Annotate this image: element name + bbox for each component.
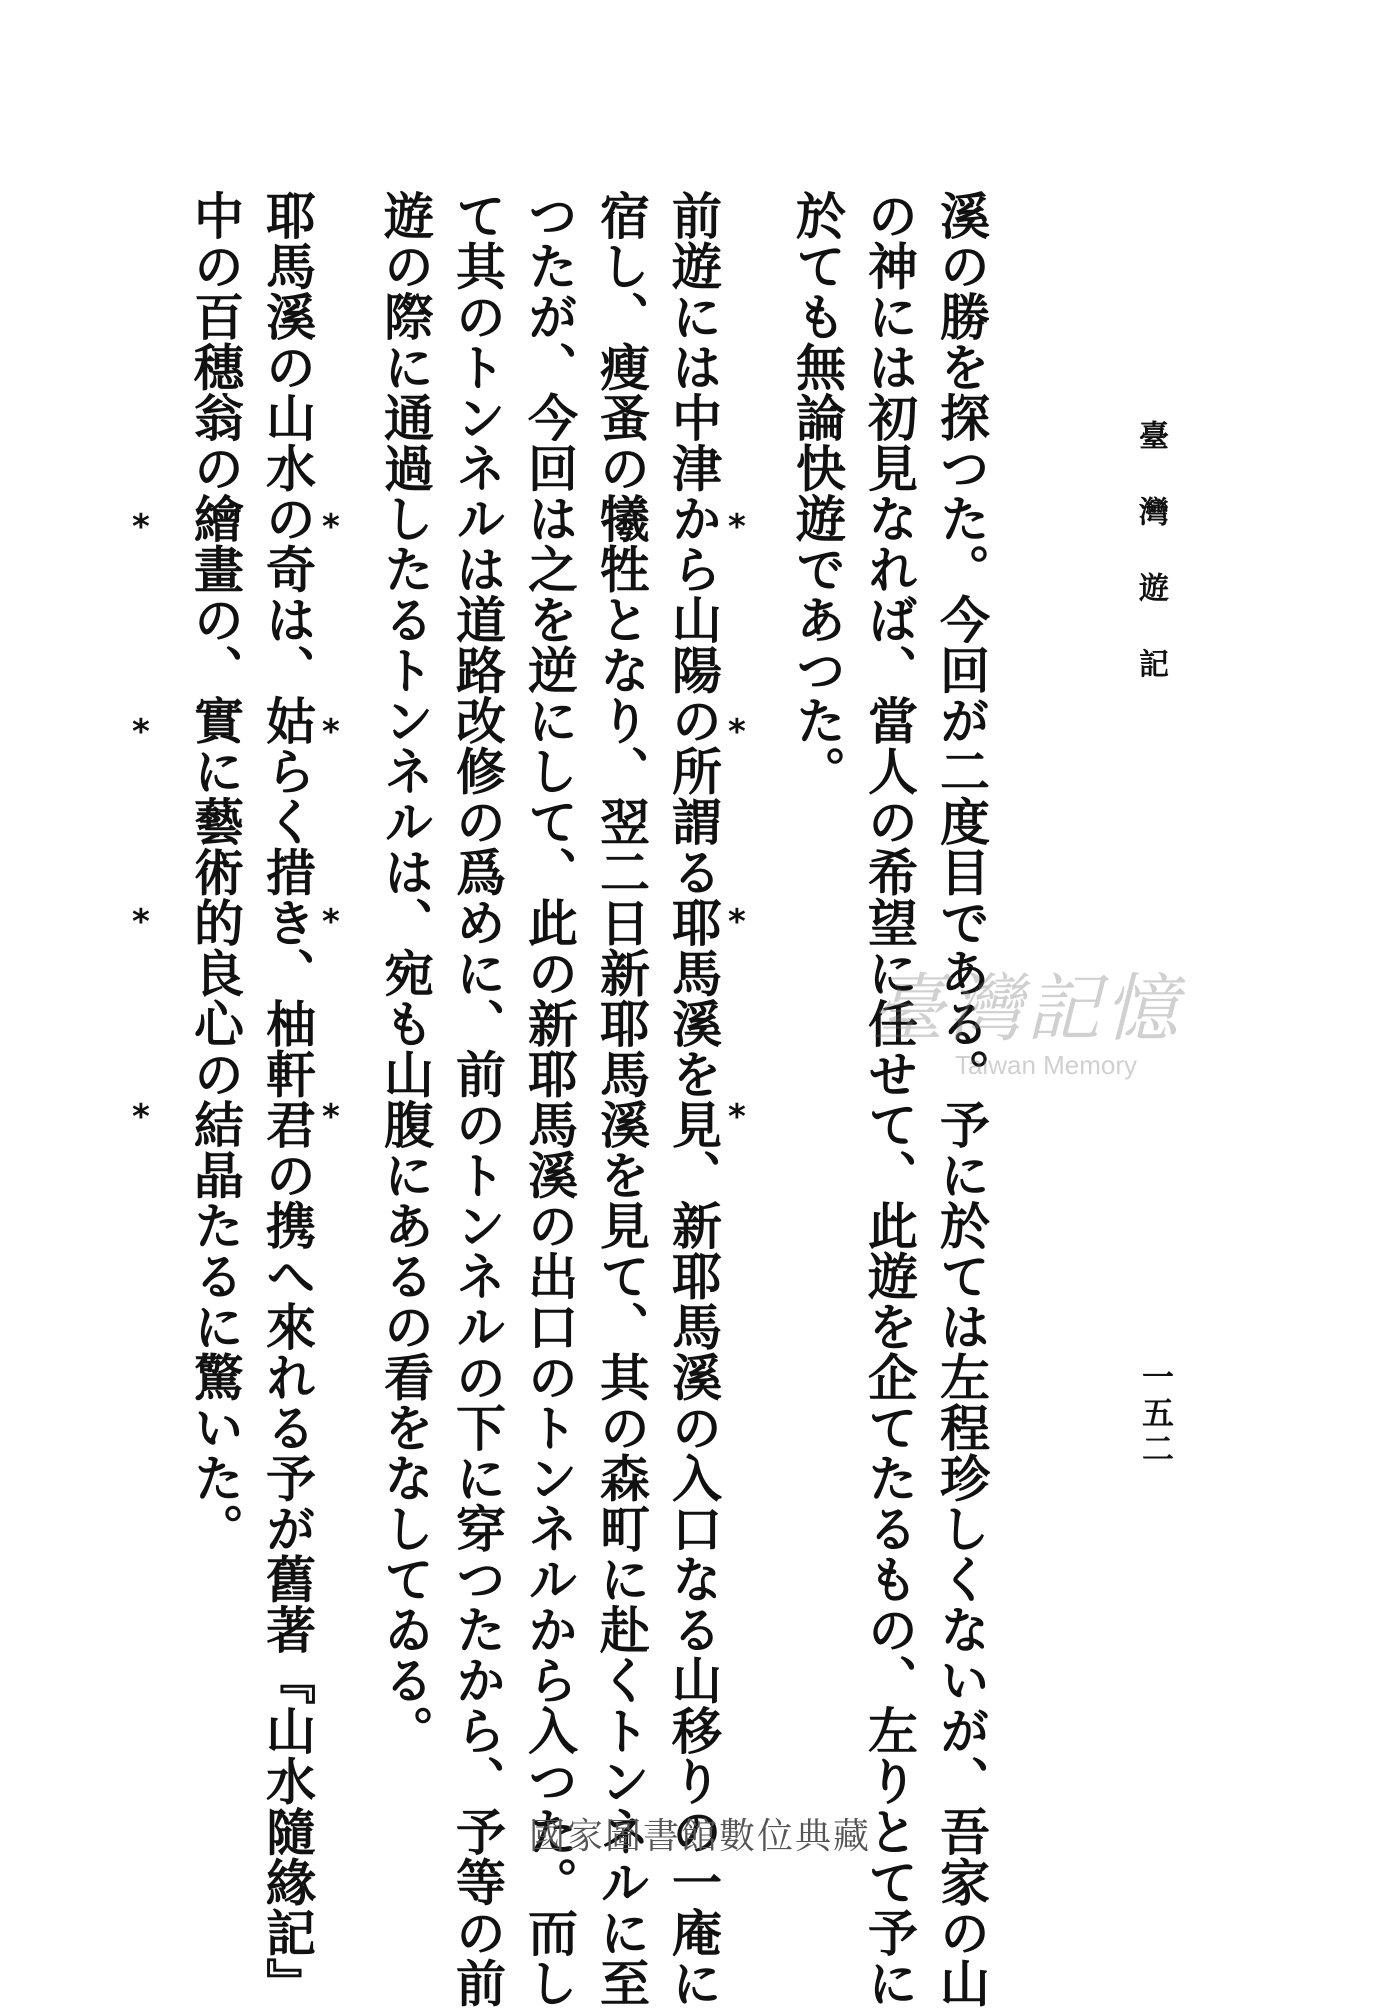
text-column-5: 宿し、瘦蚤の犧牲となり、翌二日新耶馬溪を見て、其の森町に赴くトンネルに至 bbox=[592, 190, 651, 2008]
separator-star: * bbox=[322, 712, 340, 752]
separator-star: * bbox=[132, 507, 150, 547]
text-column-10: 中の百穗翁の繪畫の、實に藝術的良心の結晶たるに驚いた。 bbox=[186, 190, 245, 1554]
text-column-4: 前遊には中津から山陽の所謂る耶馬溪を見、新耶馬溪の入口なる山移りの一庵に bbox=[664, 190, 723, 2008]
text-column-8: 遊の際に通過したるトンネルは、宛も山腹にあるの看をなしてゐる。 bbox=[376, 190, 435, 1756]
page-number: 一五二 bbox=[1137, 1360, 1175, 1468]
text-column-7: て其のトンネルは道路改修の爲めに、前のトンネルの下に穿つたから、予等の前 bbox=[448, 190, 507, 2008]
running-title: 臺灣遊記 bbox=[1133, 420, 1168, 724]
separator-star: * bbox=[322, 902, 340, 942]
separator-star: * bbox=[132, 712, 150, 752]
watermark-cjk-text: 臺灣記憶 bbox=[870, 966, 1182, 1052]
separator-star: * bbox=[728, 902, 746, 942]
text-column-1: 溪の勝を探つた。今回が二度目である。予に於ては左程珍しくないが、吾家の山 bbox=[932, 190, 991, 2008]
separator-star: * bbox=[322, 507, 340, 547]
text-column-6: つたが、今回は之を逆にして、此の新耶馬溪の出口のトンネルから入つた。而し bbox=[520, 190, 579, 2008]
separator-star: * bbox=[322, 1097, 340, 1137]
library-credit: 國家圖書館數位典藏 bbox=[528, 1816, 871, 1857]
text-column-3: 於ても無論快遊であつた。 bbox=[788, 190, 847, 796]
separator-star: * bbox=[132, 902, 150, 942]
separator-star: * bbox=[132, 1097, 150, 1137]
separator-star: * bbox=[728, 712, 746, 752]
watermark-en-text: Taiwan Memory bbox=[954, 1050, 1138, 1080]
text-column-9: 耶馬溪の山水の奇は、姑らく措き、柚軒君の携へ來れる予が舊著『山水隨緣記』 bbox=[258, 190, 317, 2008]
separator-star: * bbox=[728, 507, 746, 547]
text-column-2: の神には初見なれば、當人の希望に任せて、此遊を企てたるもの、左りとて予に bbox=[860, 190, 919, 2008]
separator-star: * bbox=[728, 1097, 746, 1137]
taiwan-memory-watermark bbox=[870, 950, 1182, 1081]
